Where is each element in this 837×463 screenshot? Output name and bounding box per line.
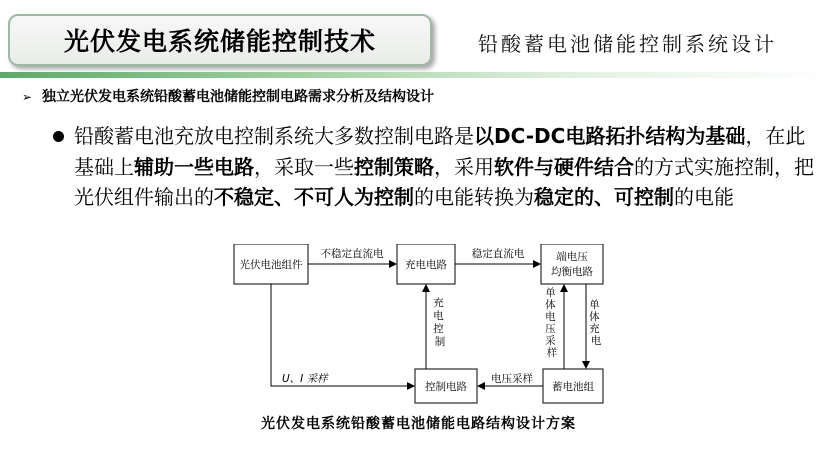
- diagram-caption: 光伏发电系统铅酸蓄电池储能电路结构设计方案: [261, 416, 576, 432]
- text-run: ，采用: [434, 154, 494, 179]
- battery-label: 蓄电池组: [552, 381, 594, 393]
- balance-circuit-box: [541, 244, 603, 284]
- page-subtitle: 铅酸蓄电池储能控制系统设计: [478, 32, 777, 56]
- control-circuit-label: 控制电路: [425, 381, 467, 393]
- bullet-dot-icon: [53, 131, 64, 142]
- text-run-bold: 辅助一些电路: [134, 154, 254, 179]
- title-box: [8, 14, 432, 66]
- cell-voltage-sample-label: 单 体 电 压 采 样: [545, 287, 558, 359]
- bullet-paragraph: [74, 121, 814, 213]
- text-run: 铅酸蓄电池充放电控制系统大多数控制电路是: [74, 124, 474, 148]
- balance-circuit-label: 均衡电路: [551, 266, 593, 278]
- text-run: 的电能转换为: [414, 185, 534, 209]
- text-run: ，采取一些: [254, 154, 354, 179]
- block-diagram: [232, 244, 612, 404]
- charge-circuit-label: 充电电路: [405, 259, 447, 271]
- section-heading-text: 独立光伏发电系统铅酸蓄电池储能控制电路需求分析及结构设计: [42, 89, 434, 105]
- page-title: 光伏发电系统储能控制技术: [63, 27, 376, 56]
- balance-circuit-label: 端电压: [556, 251, 588, 263]
- text-run: 的方式实施控制，把光伏组件输出的: [74, 154, 814, 209]
- text-run-bold: 不稳定、不可人为控制: [214, 185, 414, 209]
- text-run: 的电能: [674, 185, 734, 209]
- cell-charge-label: 单 体 充 电: [589, 299, 602, 347]
- voltage-sample-label: 电压采样: [491, 373, 533, 385]
- arrow-pv-to-control: [271, 284, 414, 386]
- text-run-bold: 以DC-DC电路拓扑结构为基础: [474, 124, 746, 148]
- text-run-bold: 稳定的、可控制: [534, 185, 674, 209]
- text-run-bold: 控制策略: [354, 154, 434, 179]
- text-run: ，在此基础上: [74, 124, 806, 179]
- unstable-dc-label: 不稳定直流电: [320, 248, 384, 260]
- arrow-bullet-icon: ➢: [22, 90, 33, 104]
- ui-sample-label: U、I 采样: [282, 373, 328, 385]
- stable-dc-label: 稳定直流电: [471, 248, 525, 260]
- pv-module-label: 光伏电池组件: [239, 259, 303, 271]
- section-heading: [22, 86, 434, 106]
- text-run-bold: 软件与硬件结合: [494, 154, 634, 179]
- divider: [0, 72, 837, 78]
- charge-control-label: 充 电 控 制: [433, 297, 446, 348]
